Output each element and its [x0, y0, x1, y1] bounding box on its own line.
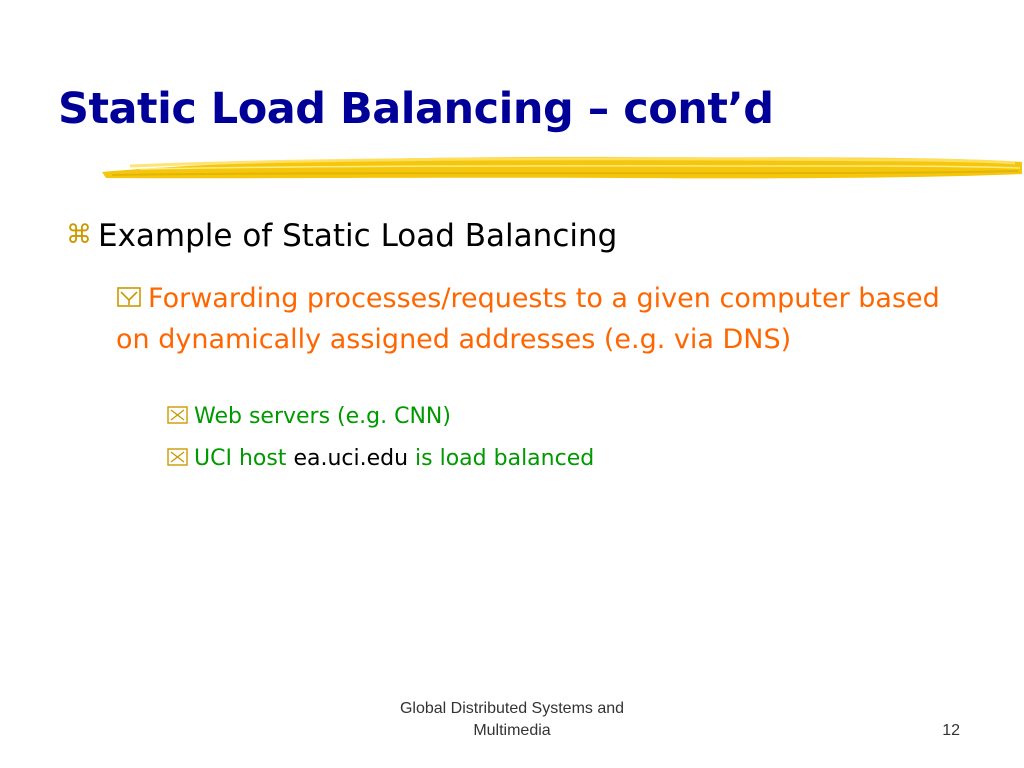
bullet-level2-text: Forwarding processes/requests to a given computer based on dynamically assigned addresses (e.g. via DNS) [116, 283, 940, 355]
slide-title: Static Load Balancing – cont’d [58, 84, 774, 134]
footer-line-1: Global Distributed Systems and [399, 700, 625, 717]
bullet-level3-item [166, 404, 451, 429]
bullet-level3-item [166, 446, 594, 471]
page-number: 12 [942, 722, 960, 739]
crossed-box-icon [166, 447, 190, 467]
host-name: ea.uci.edu [293, 446, 409, 471]
bullet-level3-text: Web servers (e.g. CNN) [194, 404, 451, 429]
crossed-box-icon [166, 405, 190, 425]
bullet-level3-suffix: is load balanced [408, 446, 595, 471]
footer-text [362, 698, 662, 742]
bullet-level3-prefix: UCI host [194, 446, 294, 471]
bullet-level1-text: Example of Static Load Balancing [98, 218, 618, 254]
title-highlight-brush-stroke [100, 148, 1024, 186]
footer-line-2: Multimedia [473, 722, 551, 739]
checked-box-icon [116, 285, 144, 309]
bullet-level2 [116, 278, 946, 360]
bullet-level1 [66, 218, 966, 254]
command-key-icon: ⌘ [66, 219, 92, 250]
